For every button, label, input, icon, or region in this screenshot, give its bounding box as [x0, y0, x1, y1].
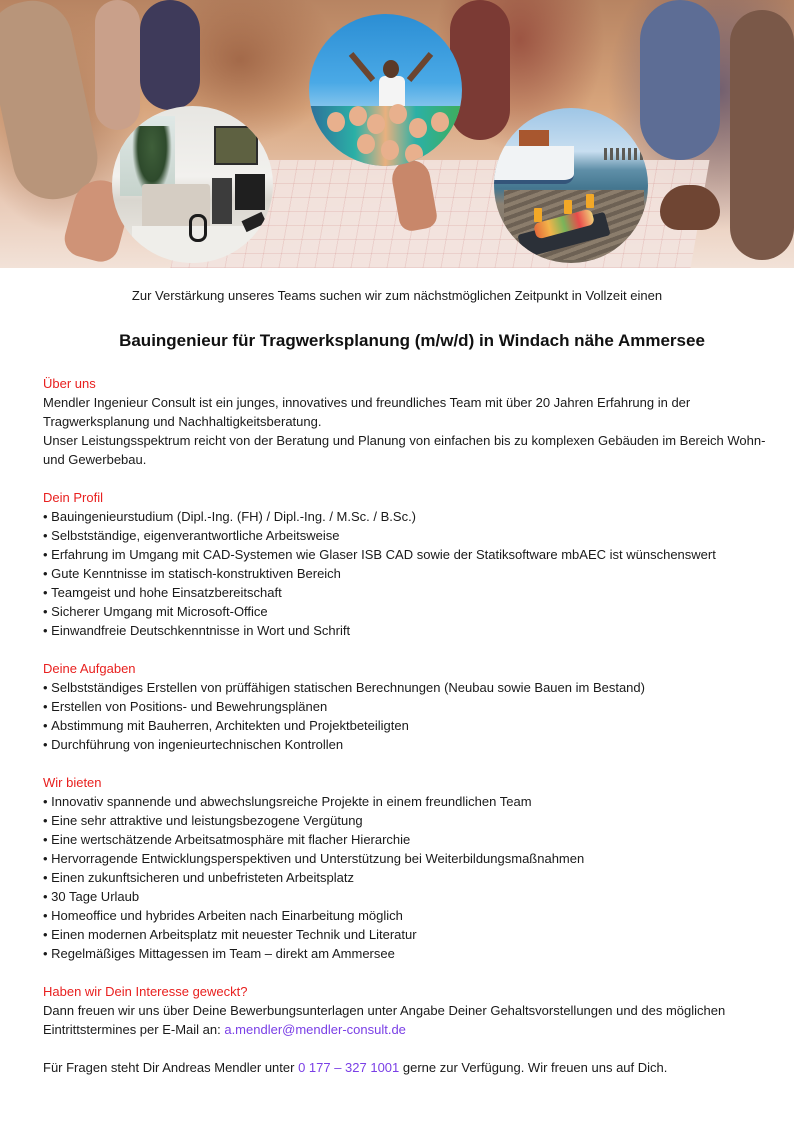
juice-glass-icon [564, 200, 572, 214]
person-head-shape [383, 60, 399, 78]
face-shape [381, 140, 399, 160]
section-heading: Deine Aufgaben [43, 661, 136, 676]
face-shape [327, 112, 345, 132]
application-text: Dann freuen wir uns über Deine Bewerbungsunterlagen unter Angabe Deiner Gehaltsvorstellungen und des möglichen Eintrittstermines per E-Mail an: [43, 1003, 726, 1037]
section-apply [43, 982, 783, 1039]
face-shape [349, 106, 367, 126]
list-item: • Erstellen von Positions- und Bewehrungsplänen [43, 697, 783, 716]
paragraph: Mendler Ingenieur Consult ist ein junges, innovatives und freundliches Team mit über 20 Jahren Erfahrung in der Tragwerksplanung und Nachhaltigkeitsberatung. [43, 395, 691, 429]
section-profile [43, 488, 783, 640]
juice-glass-icon [586, 194, 594, 208]
hero-banner [0, 0, 794, 268]
list-item: • Homeoffice und hybrides Arbeiten nach Einarbeitung möglich [43, 906, 783, 925]
raised-arm-shape [407, 52, 433, 82]
section-contact [43, 1058, 783, 1077]
painting-shape [214, 126, 258, 165]
section-heading: Über uns [43, 376, 96, 391]
paragraph: Unser Leistungsspektrum reicht von der Beratung und Planung von einfachen bis zu komplexen Gebäuden im Bereich Wohn- und Gewerbebau. [43, 433, 766, 467]
hero-arm-shape [640, 0, 720, 160]
list-item: • Einen zukunftsicheren und unbefristeten Arbeitsplatz [43, 868, 783, 887]
face-shape [367, 114, 385, 134]
list-item: • Eine sehr attraktive und leistungsbezogene Vergütung [43, 811, 783, 830]
list-item: • Regelmäßiges Mittagessen im Team – direkt am Ammersee [43, 944, 783, 963]
email-link[interactable]: a.mendler@mendler-consult.de [224, 1022, 406, 1037]
section-heading: Wir bieten [43, 775, 102, 790]
section-heading: Haben wir Dein Interesse geweckt? [43, 984, 248, 999]
job-description [43, 374, 783, 1096]
headset-icon [189, 214, 207, 242]
list-item: • Durchführung von ingenieurtechnischen Kontrollen [43, 735, 783, 754]
lake-breakfast-photo [494, 108, 648, 263]
hero-arm-shape [140, 0, 200, 110]
face-shape [405, 144, 423, 164]
list-item: • Bauingenieurstudium (Dipl.-Ing. (FH) / Dipl.-Ing. / M.Sc. / B.Sc.) [43, 507, 783, 526]
list-item: • Abstimmung mit Bauherren, Architekten und Projektbeteiligten [43, 716, 783, 735]
section-about [43, 374, 783, 469]
list-item: • Teamgeist und hohe Einsatzbereitschaft [43, 583, 783, 602]
contact-paragraph [43, 1058, 783, 1077]
list-item: • Einwandfreie Deutschkenntnisse in Wort und Schrift [43, 621, 783, 640]
contact-text-after: gerne zur Verfügung. Wir freuen uns auf Dich. [399, 1060, 668, 1075]
list-item: • Sicherer Umgang mit Microsoft-Office [43, 602, 783, 621]
face-shape [357, 134, 375, 154]
list-item: • Selbstständiges Erstellen von prüffähigen statischen Berechnungen (Neubau sowie Bauen im Bestand) [43, 678, 783, 697]
list-item: • Gute Kenntnisse im statisch-konstruktiven Bereich [43, 564, 783, 583]
intro-text: Zur Verstärkung unseres Teams suchen wir zum nächstmöglichen Zeitpunkt in Vollzeit einen [131, 288, 663, 303]
monitor-shape [235, 174, 265, 210]
list-item: • Selbstständige, eigenverantwortliche Arbeitsweise [43, 526, 783, 545]
list-item: • Hervorragende Entwicklungsperspektiven und Unterstützung bei Weiterbildungsmaßnahmen [43, 849, 783, 868]
contact-text-before: Für Fragen steht Dir Andreas Mendler unter [43, 1060, 299, 1075]
pier-shape [604, 148, 644, 160]
list-item: • Eine wertschätzende Arbeitsatmosphäre mit flacher Hierarchie [43, 830, 783, 849]
hero-arm-shape [0, 0, 105, 207]
section-heading: Dein Profil [43, 490, 103, 505]
section-tasks [43, 659, 783, 754]
section-offer [43, 773, 783, 963]
application-paragraph [43, 1001, 783, 1039]
raised-arm-shape [349, 52, 375, 82]
list-item: • Erfahrung im Umgang mit CAD-Systemen wie Glaser ISB CAD sowie der Statiksoftware mbAEC ist wünschenswert [43, 545, 783, 564]
phone-link[interactable]: 0 177 – 327 1001 [298, 1060, 400, 1075]
list-item: • 30 Tage Urlaub [43, 887, 783, 906]
hero-arm-shape [730, 10, 794, 260]
list-item: • Einen modernen Arbeitsplatz mit neuester Technik und Literatur [43, 925, 783, 944]
job-title: Bauingenieur für Tragwerksplanung (m/w/d) in Windach nähe Ammersee [119, 331, 705, 350]
monitor-shape [212, 178, 232, 224]
face-shape [389, 104, 407, 124]
juice-glass-icon [534, 208, 542, 222]
face-shape [431, 112, 449, 132]
hand-image [660, 185, 720, 230]
team-group-photo [309, 14, 462, 166]
steamboat-shape [494, 146, 574, 184]
face-shape [409, 118, 427, 138]
office-workspace-photo [112, 106, 273, 263]
list-item: • Innovativ spannende und abwechslungsreiche Projekte in einem freundlichen Team [43, 792, 783, 811]
hero-arm-shape [95, 0, 140, 130]
